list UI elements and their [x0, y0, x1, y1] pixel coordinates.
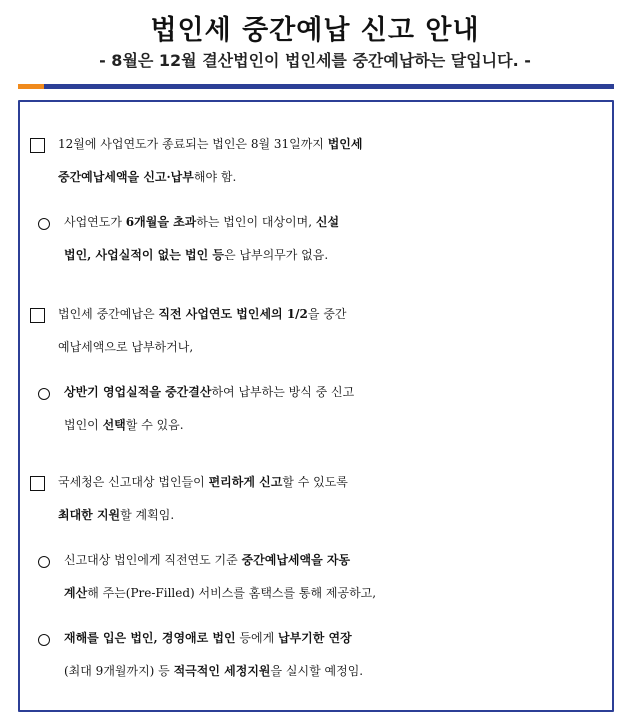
text-segment: 해 주는(Pre-Filled) 서비스를 홈택스를 통해 제공하고,	[87, 586, 377, 600]
item-line-2	[28, 331, 608, 364]
text-segment: 직전 사업연도 법인세의 1/2	[158, 307, 308, 321]
text-segment: 신고대상 법인에게 직전연도 기준	[64, 553, 242, 567]
text-segment: 중간예납세액을 자동	[241, 553, 351, 567]
list-item	[36, 206, 608, 272]
circle-bullet-icon	[38, 218, 50, 230]
item-line-1	[28, 128, 608, 161]
item-line-1	[28, 466, 608, 499]
text-segment: 할 수 있음.	[125, 418, 184, 432]
text-segment: 을 중간	[307, 307, 347, 321]
header-rule-accent	[18, 84, 44, 89]
list-item	[28, 298, 608, 364]
item-line-2	[36, 239, 608, 272]
item-line-1	[36, 206, 608, 239]
text-segment: 할 계획임.	[120, 508, 175, 522]
text-segment: 중간예납세액을 신고·납부	[58, 170, 194, 184]
text-segment: 사업연도가	[64, 215, 126, 229]
text-segment: 신설	[315, 215, 340, 229]
item-line-1	[36, 544, 608, 577]
item-line-2	[36, 655, 608, 688]
text-segment: (최대 9개월까지) 등	[64, 664, 174, 678]
text-segment: 법인세	[327, 137, 363, 151]
text-segment: 선택	[102, 418, 126, 432]
text-segment: 상반기 영업실적을 중간결산	[64, 385, 212, 399]
item-line-1	[36, 376, 608, 409]
text-segment: 하는 법인이 대상이며,	[196, 215, 316, 229]
circle-bullet-icon	[38, 634, 50, 646]
text-segment: 은 납부의무가 없음.	[224, 248, 329, 262]
item-line-2	[28, 499, 608, 532]
page-title: 법인세 중간예납 신고 안내	[150, 15, 480, 46]
square-bullet-icon	[30, 138, 45, 153]
item-line-2	[36, 577, 608, 610]
text-segment: 납부기한 연장	[278, 631, 352, 645]
text-segment: 을 실시할 예정임.	[270, 664, 364, 678]
list-item	[36, 544, 608, 610]
text-segment: 국세청은 신고대상 법인들이	[58, 475, 209, 489]
circle-bullet-icon	[38, 556, 50, 568]
item-line-1	[28, 298, 608, 331]
header-rule	[18, 84, 614, 89]
text-segment: 12월에 사업연도가 종료되는 법인은 8월 31일까지	[58, 137, 328, 151]
circle-bullet-icon	[38, 388, 50, 400]
square-bullet-icon	[30, 476, 45, 491]
text-segment: 계산	[64, 586, 88, 600]
text-segment: 해야 함.	[193, 170, 237, 184]
list-item	[28, 128, 608, 194]
text-segment: 등에게	[235, 631, 278, 645]
item-line-1	[36, 622, 608, 655]
text-segment: 예납세액으로 납부하거나,	[58, 340, 194, 354]
list-item	[36, 622, 608, 688]
text-segment: 6개월을 초과	[125, 215, 197, 229]
text-segment: 최대한 지원	[58, 508, 121, 522]
list-item	[28, 466, 608, 532]
text-segment: 법인, 사업실적이 없는 법인 등	[64, 248, 224, 262]
text-segment: 적극적인 세정지원	[173, 664, 271, 678]
item-line-2	[28, 161, 608, 194]
text-segment: 법인이	[64, 418, 103, 432]
text-segment: 법인세 중간예납은	[58, 307, 159, 321]
text-segment: 편리하게 신고	[208, 475, 283, 489]
page-subtitle: - 8월은 12월 결산법인이 법인세를 중간예납하는 달입니다. -	[99, 51, 531, 70]
square-bullet-icon	[30, 308, 45, 323]
text-segment: 할 수 있도록	[282, 475, 348, 489]
item-line-2	[36, 409, 608, 442]
list-item	[36, 376, 608, 442]
text-segment: 재해를 입은 법인, 경영애로 법인	[64, 631, 236, 645]
text-segment: 하여 납부하는 방식 중 신고	[211, 385, 355, 399]
